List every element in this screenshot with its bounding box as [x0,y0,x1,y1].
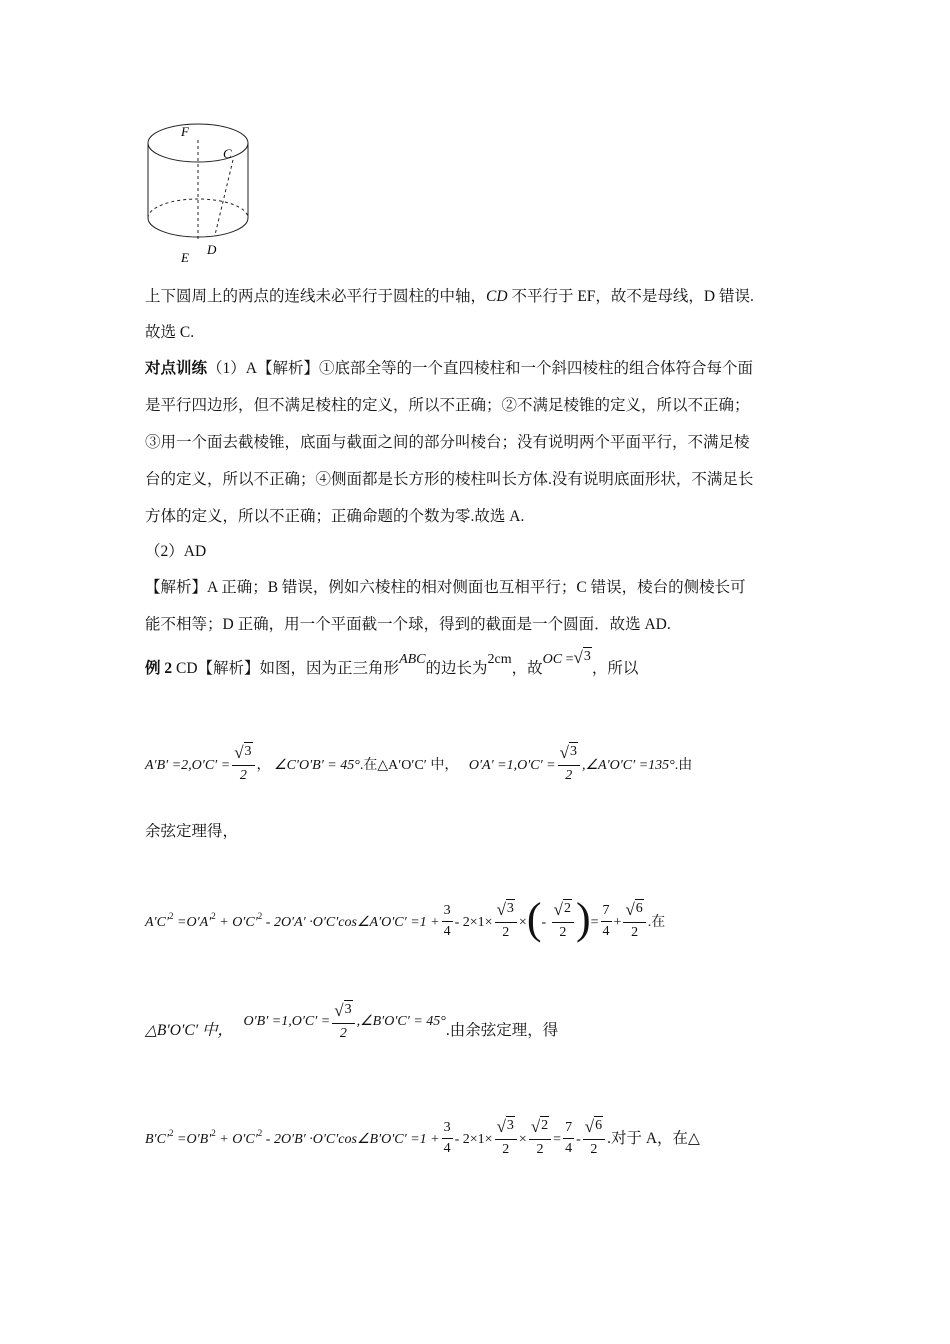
equation-line-4: $B'C'^2 =O'B'^2 + O'C'^2 - 2O'B'$ ·O′C′cos∠B′O′C′ =1 + $\frac{3}{4}$ - 2×1× √ 3 2 × √ 2 2 = $\frac{7}{4}$ - √ 6 2 .对于 A，在△ [145,1118,700,1162]
paragraph-2: 故选 C. [145,324,195,341]
equation-line-3: △B′O′C′ 中， O′B′ =1,O′C′ = √ 3 2 ,∠B′O′C′ = 45°.由余弦定理，得 [145,1010,558,1054]
paragraph-1: 上下圆周上的两点的连线未必平行于圆柱的中轴，CD 不平行于 EF，故不是母线，D 错误. [145,288,754,305]
training-line-1: 对点训练（1）A【解析】①底部全等的一个直四棱柱和一个斜四棱柱的组合体符合每个面 [145,360,753,377]
training-line-3: ③用一个面去截棱锥，底面与截面之间的部分叫棱台；没有说明两个平面平行，不满足棱 [145,434,750,451]
fraction-3-over-4: $\frac{3}{4}$ [443,1119,451,1156]
fraction-sqrt3-over-2: √ 3 2 [332,1000,354,1044]
equation-line-2: $A'C'^2 =O'A'^2 + O'C'^2 - 2O'A'$ ·O′C′cos∠A′O′C′ =1 + $\frac{3}{4}$ - 2×1× √ 3 2 ×(- √ 2 2 )= $\frac{7}{4}$ + √ 6 2 .在 [145,894,666,943]
fraction-sqrt2-over-2: √ 2 2 [552,899,574,943]
segment-cd [215,160,233,235]
training-line-4: 台的定义，所以不正确；④侧面都是长方形的棱柱叫长方体.没有说明底面形状，不满足长 [145,471,754,488]
part2-head: （2）AD [145,543,207,560]
fraction-sqrt3-over-2: √ 3 2 [495,899,517,943]
equation-line-1: A′B′ =2,O′C′ = √ 3 2 ， ∠C′O′B′ = 45°.在△A′O′C′ 中， O′A′ =1,O′C′ = √ 3 2 ,∠A′O′C′ =135°.由 [145,744,692,788]
fraction-sqrt2-over-2: √ 2 2 [529,1116,551,1160]
training-line-5: 方体的定义，所以不正确；正确命题的个数为零.故选 A. [145,508,525,525]
fraction-sqrt6-over-2: √ 6 2 [623,899,645,943]
fraction-sqrt3-over-2: √ 3 2 [495,1116,517,1160]
training-line-2: 是平行四边形，但不满足棱柱的定义，所以不正确；②不满足棱锥的定义，所以不正确； [145,397,750,414]
fraction-7-over-4: $\frac{7}{4}$ [565,1119,573,1156]
label-f: F [181,124,189,139]
fraction-sqrt6-over-2: √ 6 2 [583,1116,605,1160]
example-2-line: 例 2 CD【解析】如图，因为正三角形ABC的边长为2cm，故OC = √ 3 ，所以 [145,648,639,677]
part2-line-1: 【解析】A 正确；B 错误，例如六棱柱的相对侧面也互相平行；C 错误，棱台的侧棱长可 [145,579,746,596]
label-d: D [207,242,217,257]
cylinder-figure [138,118,268,268]
label-e: E [181,250,189,265]
fraction-7-over-4: $\frac{7}{4}$ [602,902,610,939]
fraction-3-over-4: $\frac{3}{4}$ [443,902,451,939]
fraction-sqrt3-over-2: √ 3 2 [558,742,580,786]
fraction-sqrt3-over-2: √ 3 2 [232,742,254,786]
label-c: C [223,146,232,161]
part2-line-2: 能不相等；D 正确，用一个平面截一个球，得到的截面是一个圆面．故选 AD. [145,616,671,633]
paragraph-cosine: 余弦定理得， [145,823,239,840]
